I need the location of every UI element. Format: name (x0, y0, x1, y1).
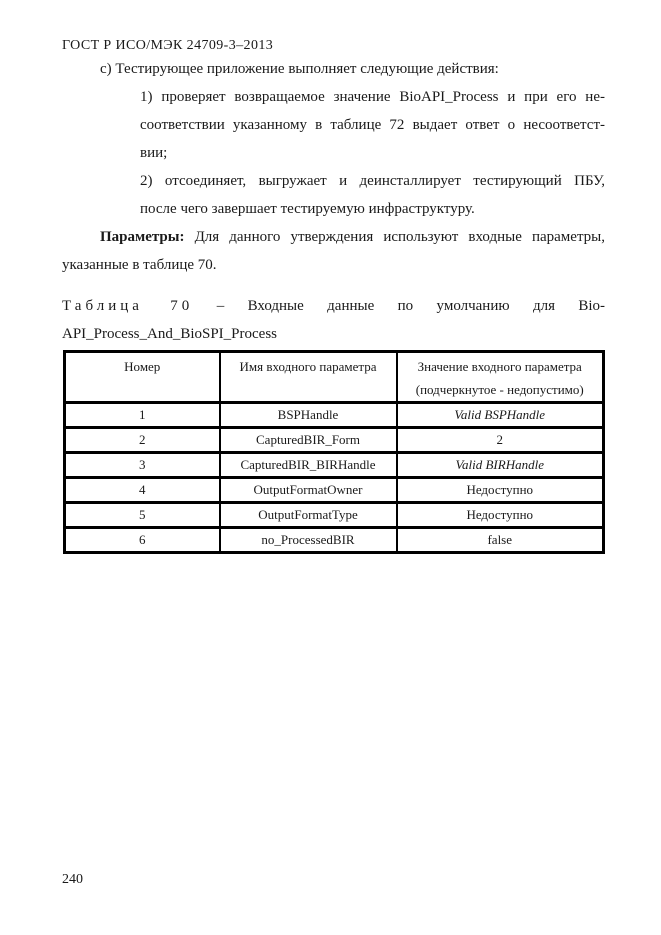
sub-item-1-line-2: соответствии указанному в таблице 72 выдает ответ о несоответст- (140, 117, 605, 133)
sub-item-1 (140, 83, 605, 167)
cell-param-value: Недоступно (397, 478, 604, 503)
table-row (65, 503, 604, 528)
cell-number: 5 (65, 503, 220, 528)
column-header-param-name: Имя входного параметра (220, 352, 397, 403)
cell-param-name: CapturedBIR_Form (220, 428, 397, 453)
column-header-param-value-line-2: (подчеркнутое - недопустимо) (415, 382, 584, 397)
cell-number: 3 (65, 453, 220, 478)
cell-param-name: BSPHandle (220, 403, 397, 428)
parameters-line-1-text: Для данного утверждения используют входные параметры, (194, 229, 605, 245)
sub-item-1-line-1: 1) проверяет возвращаемое значение BioAPI_Process и при его не- (140, 89, 605, 105)
parameters-label: Параметры: (100, 229, 185, 245)
table-caption-dash: – (216, 298, 225, 314)
table-row (65, 428, 604, 453)
cell-param-value: 2 (397, 428, 604, 453)
table-caption-label: Таблица 70 (62, 298, 194, 314)
list-item-c: с) Тестирующее приложение выполняет следующие действия: (100, 61, 499, 77)
column-header-param-value-line-1: Значение входного параметра (417, 359, 582, 374)
cell-number: 2 (65, 428, 220, 453)
cell-param-value: Недоступно (397, 503, 604, 528)
table-caption-line-1 (62, 292, 605, 320)
sub-item-1-line-3: вии; (140, 145, 168, 161)
cell-param-name: OutputFormatOwner (220, 478, 397, 503)
parameters-paragraph (62, 223, 605, 279)
table-row (65, 478, 604, 503)
page-number: 240 (62, 872, 83, 887)
cell-number: 6 (65, 528, 220, 553)
table-header-row (65, 352, 604, 403)
table-caption-title: Входные данные по умолчанию для Bio- (247, 298, 605, 314)
cell-param-value: Valid BIRHandle (397, 453, 604, 478)
column-header-number: Номер (65, 352, 220, 403)
sub-item-2-line-2: после чего завершает тестируемую инфраструктуру. (140, 201, 475, 217)
cell-param-name: CapturedBIR_BIRHandle (220, 453, 397, 478)
table-row (65, 403, 604, 428)
cell-number: 1 (65, 403, 220, 428)
cell-param-value: false (397, 528, 604, 553)
sub-item-2-line-1: 2) отсоединяет, выгружает и деинсталлирует тестирующий ПБУ, (140, 173, 605, 189)
table-row (65, 528, 604, 553)
table-caption (62, 292, 605, 348)
cell-param-name: OutputFormatType (220, 503, 397, 528)
standard-code-header: ГОСТ Р ИСО/МЭК 24709-3–2013 (62, 38, 274, 53)
parameters-line-2: указанные в таблице 70. (62, 257, 217, 273)
table-caption-line-2: API_Process_And_BioSPI_Process (62, 326, 278, 342)
parameters-line-1 (62, 223, 605, 251)
table-row (65, 453, 604, 478)
parameters-table (63, 350, 605, 554)
cell-param-value: Valid BSPHandle (397, 403, 604, 428)
column-header-param-value (397, 352, 604, 403)
cell-number: 4 (65, 478, 220, 503)
body-text (62, 55, 605, 279)
cell-param-name: no_ProcessedBIR (220, 528, 397, 553)
sub-item-2 (140, 167, 605, 223)
